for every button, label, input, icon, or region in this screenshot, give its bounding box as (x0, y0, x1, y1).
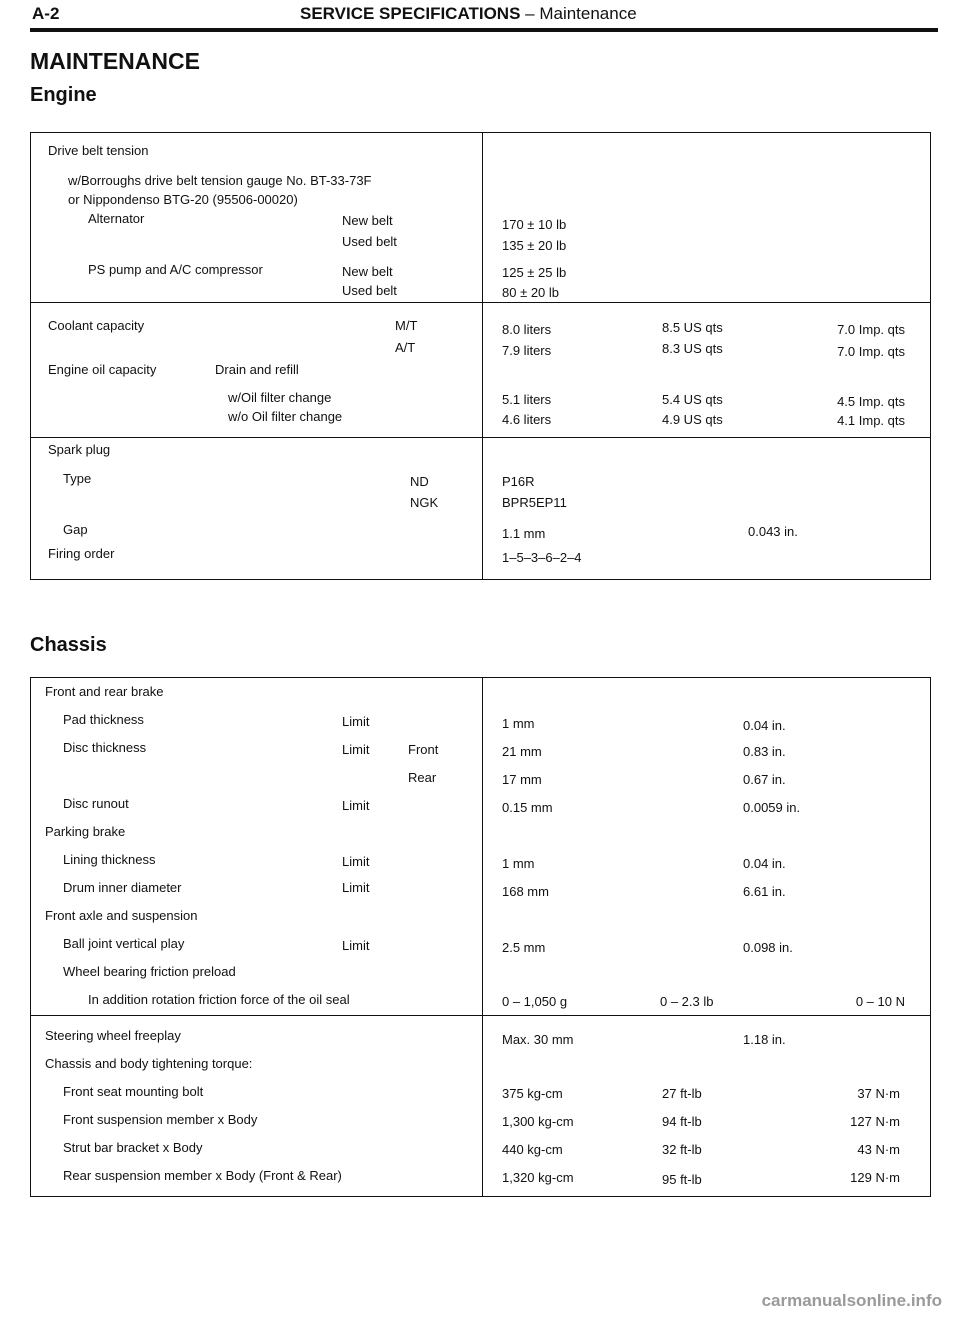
drum-mm-value: 168 mm (502, 884, 549, 899)
runout-in-value: 0.0059 in. (743, 800, 801, 815)
torque-item: Rear suspension member x Body (Front & Rear) (63, 1168, 342, 1183)
pad-in-value: 0.04 in. (743, 718, 786, 733)
alternator-used-value: 135 ± 20 lb (502, 238, 567, 253)
page-number: A-2 (32, 4, 60, 23)
steering-freeplay-mm-value: Max. 30 mm (502, 1032, 574, 1047)
oil-without-filter-impqts: 4.1 Imp. qts (837, 413, 905, 428)
firing-order-label: Firing order (48, 546, 115, 561)
disc-rear-label: Rear (408, 770, 437, 785)
lining-thickness-label: Lining thickness (63, 852, 156, 867)
alternator-new-belt-label: New belt (342, 213, 393, 228)
torque-kgcm: 375 kg-cm (502, 1086, 563, 1101)
torque-kgcm: 1,300 kg-cm (502, 1114, 574, 1129)
ball-joint-limit-label: Limit (342, 938, 370, 953)
torque-ftlb: 32 ft-lb (662, 1142, 702, 1157)
disc-front-mm-value: 21 mm (502, 744, 542, 759)
chassis-column-divider (482, 677, 483, 1197)
mt-label: M/T (395, 318, 418, 333)
ps-used-belt-label: Used belt (342, 283, 397, 298)
gap-label: Gap (63, 522, 88, 537)
torque-label: Chassis and body tightening torque: (45, 1056, 253, 1071)
drum-inner-diameter-label: Drum inner diameter (63, 880, 182, 895)
disc-front-label: Front (408, 742, 439, 757)
front-axle-label: Front axle and suspension (45, 908, 198, 923)
ball-joint-in-value: 0.098 in. (743, 940, 793, 955)
alternator-new-value: 170 ± 10 lb (502, 217, 567, 232)
ball-joint-mm-value: 2.5 mm (502, 940, 546, 955)
torque-kgcm: 1,320 kg-cm (502, 1170, 574, 1185)
coolant-at-usqts: 8.3 US qts (662, 341, 723, 356)
disc-runout-label: Disc runout (63, 796, 129, 811)
pad-mm-value: 1 mm (502, 716, 535, 731)
disc-thickness-label: Disc thickness (63, 740, 147, 755)
runout-mm-value: 0.15 mm (502, 800, 553, 815)
spark-plug-label: Spark plug (48, 442, 111, 457)
ps-used-value: 80 ± 20 lb (502, 285, 560, 300)
spark-plug-type-label: Type (63, 471, 92, 486)
nd-label: ND (410, 474, 429, 489)
engine-row-divider-1 (30, 302, 931, 303)
page-header-title (300, 4, 637, 24)
header-title-bold: SERVICE SPECIFICATIONS (300, 4, 521, 23)
preload-n-value: 0 – 10 N (855, 994, 905, 1009)
disc-rear-in-value: 0.67 in. (743, 772, 786, 787)
parking-brake-label: Parking brake (45, 824, 126, 839)
preload-g-value: 0 – 1,050 g (502, 994, 568, 1009)
drive-belt-label: Drive belt tension (48, 143, 149, 158)
coolant-at-impqts: 7.0 Imp. qts (837, 344, 905, 359)
torque-nm: 43 N·m (857, 1142, 900, 1157)
header-rule (30, 28, 938, 32)
coolant-mt-liters: 8.0 liters (502, 322, 552, 337)
oil-seal-label: In addition rotation friction force of the oil seal (88, 992, 350, 1007)
torque-ftlb: 94 ft-lb (662, 1114, 702, 1129)
torque-item: Front suspension member x Body (63, 1112, 258, 1127)
lining-mm-value: 1 mm (502, 856, 535, 871)
brake-label: Front and rear brake (45, 684, 164, 699)
steering-freeplay-in-value: 1.18 in. (743, 1032, 786, 1047)
without-filter-label: w/o Oil filter change (228, 409, 343, 424)
coolant-capacity-label: Coolant capacity (48, 318, 145, 333)
ps-new-belt-label: New belt (342, 264, 393, 279)
torque-nm: 129 N·m (850, 1170, 900, 1185)
section-title: MAINTENANCE (30, 48, 200, 74)
pad-thickness-label: Pad thickness (63, 712, 144, 727)
chassis-title: Chassis (30, 634, 107, 656)
with-filter-label: w/Oil filter change (228, 390, 332, 405)
alternator-used-belt-label: Used belt (342, 234, 397, 249)
oil-with-filter-liters: 5.1 liters (502, 392, 552, 407)
engine-title: Engine (30, 84, 97, 106)
ball-joint-label: Ball joint vertical play (63, 936, 185, 951)
gap-in-value: 0.043 in. (748, 524, 798, 539)
watermark: carmanualsonline.info (761, 1291, 942, 1310)
torque-kgcm: 440 kg-cm (502, 1142, 563, 1157)
ngk-label: NGK (410, 495, 439, 510)
coolant-mt-usqts: 8.5 US qts (662, 320, 723, 335)
chassis-row-divider (30, 1015, 931, 1016)
drain-refill-label: Drain and refill (215, 362, 299, 377)
alternator-label: Alternator (88, 211, 145, 226)
oil-without-filter-liters: 4.6 liters (502, 412, 552, 427)
oil-with-filter-impqts: 4.5 Imp. qts (837, 394, 905, 409)
torque-item: Front seat mounting bolt (63, 1084, 204, 1099)
ngk-value: BPR5EP11 (502, 495, 567, 510)
oil-without-filter-usqts: 4.9 US qts (662, 412, 723, 427)
torque-ftlb: 95 ft-lb (662, 1172, 702, 1187)
pad-limit-label: Limit (342, 714, 370, 729)
coolant-mt-impqts: 7.0 Imp. qts (837, 322, 905, 337)
preload-lb-value: 0 – 2.3 lb (660, 994, 714, 1009)
nd-value: P16R (502, 474, 535, 489)
lining-in-value: 0.04 in. (743, 856, 786, 871)
header-title-rest: – Maintenance (520, 4, 637, 23)
gap-mm-value: 1.1 mm (502, 526, 546, 541)
firing-order-value: 1–5–3–6–2–4 (502, 550, 582, 565)
disc-limit-label: Limit (342, 742, 370, 757)
oil-with-filter-usqts: 5.4 US qts (662, 392, 723, 407)
drum-in-value: 6.61 in. (743, 884, 786, 899)
lining-limit-label: Limit (342, 854, 370, 869)
wheel-bearing-label: Wheel bearing friction preload (63, 964, 236, 979)
gauge-line-1: w/Borroughs drive belt tension gauge No. BT-33-73F (68, 173, 372, 188)
disc-rear-mm-value: 17 mm (502, 772, 542, 787)
disc-front-in-value: 0.83 in. (743, 744, 786, 759)
engine-column-divider (482, 132, 483, 580)
drum-limit-label: Limit (342, 880, 370, 895)
ps-new-value: 125 ± 25 lb (502, 265, 567, 280)
torque-ftlb: 27 ft-lb (662, 1086, 702, 1101)
torque-nm: 127 N·m (850, 1114, 900, 1129)
runout-limit-label: Limit (342, 798, 370, 813)
torque-item: Strut bar bracket x Body (63, 1140, 203, 1155)
steering-freeplay-label: Steering wheel freeplay (45, 1028, 181, 1043)
gauge-line-2: or Nippondenso BTG-20 (95506-00020) (68, 192, 298, 207)
ps-pump-label: PS pump and A/C compressor (88, 262, 263, 277)
coolant-at-liters: 7.9 liters (502, 343, 552, 358)
torque-nm: 37 N·m (857, 1086, 900, 1101)
engine-oil-capacity-label: Engine oil capacity (48, 362, 157, 377)
at-label: A/T (395, 340, 416, 355)
engine-row-divider-2 (30, 437, 931, 438)
